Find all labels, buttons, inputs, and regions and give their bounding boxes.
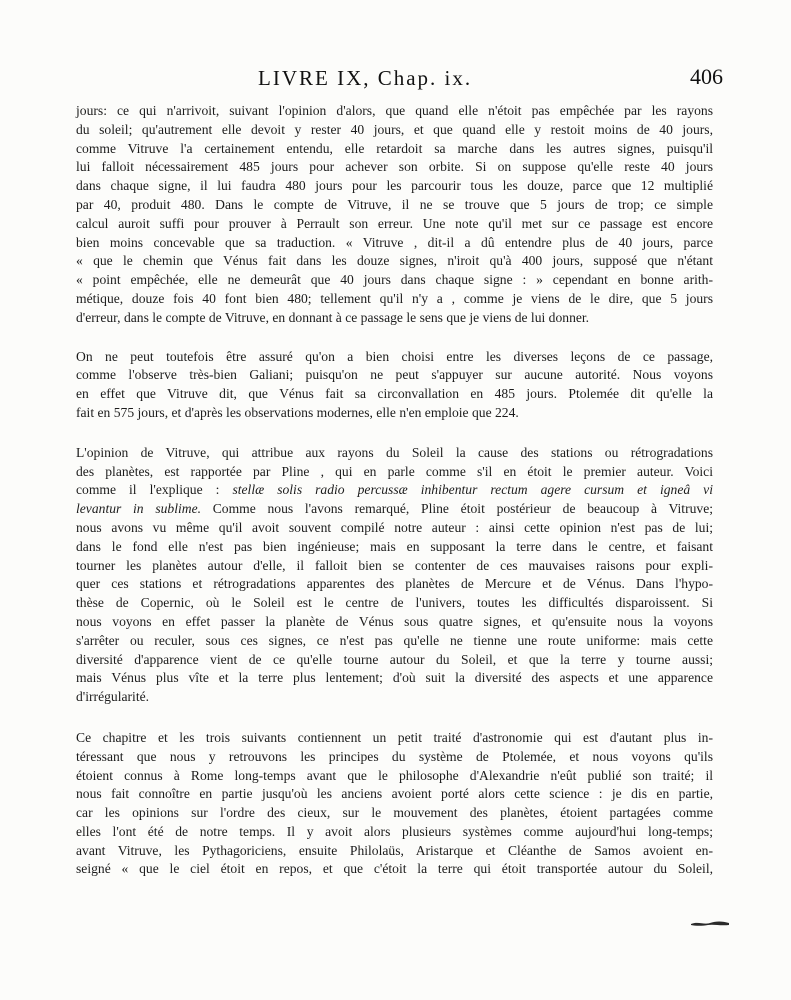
page-number: 406	[690, 64, 723, 89]
text-line: métique, douze fois 40 font bien 480; tellement qu'il n'y a , comme je viens de le dire, que 5 jours	[76, 290, 713, 306]
text-line: des planètes, est rapportée par Pline , qui en parle comme s'il en étoit le premier auteur. Voici	[76, 463, 713, 479]
text-line: du soleil; qu'autrement elle devoit y rester 40 jours, et que quand elle y restoit moins de 40 jours,	[76, 121, 713, 137]
text-line: s'arrêter ou reculer, sous ces signes, ce n'est pas qu'elle ne tienne une route uniforme: mais cette	[76, 632, 713, 648]
paragraph-4	[76, 729, 713, 879]
text-line: seigné « que le ciel étoit en repos, et que c'étoit la terre qui étoit transportée autour du Soleil,	[76, 861, 713, 877]
text-line: calcul auroit suffi pour prouver à Perrault son erreur. Une note qu'il met sur ce passage est encore	[76, 215, 713, 231]
text-line: d'erreur, dans le compte de Vitruve, en donnant à ce passage le sens que je viens de lui donner.	[76, 309, 590, 325]
latin-quote-tail: levantur in sublime.	[76, 501, 202, 517]
text-line: dans chaque signe, il lui faudra 480 jours pour les parcourir tous les douze, parce que 12 multiplié	[76, 178, 713, 194]
text-line: d'irrégularité.	[76, 689, 150, 705]
text-line: lui falloit nécessairement 485 jours pour achever son orbite. Si on suppose qu'elle reste 40 jours	[76, 159, 713, 175]
text-line: nous voyons en effet passer la planète de Vénus sous quatre signes, et qu'ensuite nous la voyons	[76, 613, 713, 629]
text-line: bien moins concevable que sa traduction. « Vitruve , dit-il a dû entendre plus de 40 jours, parce	[76, 234, 713, 250]
text-line	[76, 481, 713, 500]
text-line: jours: ce qui n'arrivoit, suivant l'opinion d'alors, que quand elle n'étoit pas empêchée par les rayons	[76, 103, 713, 118]
text-line: « que le chemin que Vénus fait dans les douze signes, n'iroit qu'à 400 jours, supposé que n'étant	[76, 253, 713, 269]
text-line: quer ces stations et rétrogradations apparentes des planètes de Mercure et de Vénus. Dans l'hypo-	[76, 576, 713, 592]
text-line: par 40, produit 480. Dans le compte de Vitruve, il ne se trouve que 5 jours de trop; ce simple	[76, 196, 713, 212]
text-line: thèse de Copernic, où le Soleil est le centre de l'univers, toutes les difficultés disparoissent. Si	[76, 595, 713, 611]
text-line: L'opinion de Vitruve, qui attribue aux rayons du Soleil la cause des stations ou rétrogradations	[76, 444, 713, 460]
text-line	[76, 500, 713, 519]
text-line: fait en 575 jours, et d'après les observations modernes, elle n'en emploie que 224.	[76, 404, 519, 420]
text-line: téressant que nous y retrouvons les principes du système de Ptolemée, et nous voyons qu'ils	[76, 748, 713, 764]
text-line: comme l'observe très-bien Galiani; puisqu'on ne peut s'appuyer sur aucune autorité. Nous voyons	[76, 367, 713, 383]
text-line: Ce chapitre et les trois suivants contiennent un petit traité d'astronomie qui est d'autant plus in-	[76, 729, 713, 745]
tail-ornament	[690, 919, 730, 927]
text-line: tourner les planètes autour d'elle, il falloit bien se contenter de ces mauvaises raisons pour expli-	[76, 557, 713, 573]
text-line: étoient connus à Rome long-temps avant que le philosophe d'Alexandrie n'eût publié son traité; il	[76, 767, 713, 783]
text-line: mais Vénus plus vîte et la terre plus lentement; d'où suit la diversité des aspects et une apparence	[76, 670, 713, 686]
latin-quote: stellæ solis radio percussæ inhibentur rectum agere cursum et igneâ vi	[232, 482, 713, 498]
text-line: On ne peut toutefois être assuré qu'on a bien choisi entre les diverses leçons de ce passage,	[76, 348, 713, 364]
body-text	[76, 102, 713, 879]
page-header	[0, 58, 791, 98]
text-line: car les opinions sur l'ordre des cieux, sur le mouvement des planètes, étoient partagées comme	[76, 805, 713, 821]
text-line: nous avons vu même qu'il avoit souvent compilé notre auteur : ainsi cette opinion n'est pas de lui;	[76, 519, 713, 535]
text-line: « point empêchée, elle ne demeurât que 40 jours dans chaque signe : » cependant en bonne arith-	[76, 272, 713, 288]
text-fragment: Comme nous l'avons remarqué, Pline étoit postérieur de beaucoup à Vitruve;	[201, 501, 714, 517]
text-line: elles l'ont été de notre temps. Il y avoit alors plusieurs systèmes comme aujourd'hui long-temps;	[76, 823, 713, 839]
paragraph-2	[76, 348, 713, 423]
text-line: diversité d'apparence vient de ce qu'elle tourne autour du Soleil, et que la terre y tourne aussi;	[76, 651, 713, 667]
text-fragment: comme il l'explique :	[76, 482, 233, 498]
text-line: dans le fond elle n'est pas bien ingénieuse; mais en supposant la terre dans le centre, et faisant	[76, 538, 713, 554]
text-line: comme Vitruve l'a certainement entendu, elle retardoit sa marche dans les autres signes, puisqu'il	[76, 140, 713, 156]
running-title: LIVRE IX, Chap. ix.	[258, 66, 473, 90]
paragraph-1	[76, 102, 713, 328]
paragraph-3	[76, 444, 713, 707]
text-line: avant Vitruve, les Pythagoriciens, ensuite Philolaüs, Aristarque et Cléanthe de Samos avoient en-	[76, 842, 713, 858]
text-line: en effet que Vitruve dit, que Vénus fait sa circonvallation en 485 jours. Ptolemée dit qu'elle la	[76, 386, 713, 402]
text-line: nous fait connoître en partie jusqu'où les anciens avoient porté alors cette science : je dis en partie,	[76, 786, 713, 802]
